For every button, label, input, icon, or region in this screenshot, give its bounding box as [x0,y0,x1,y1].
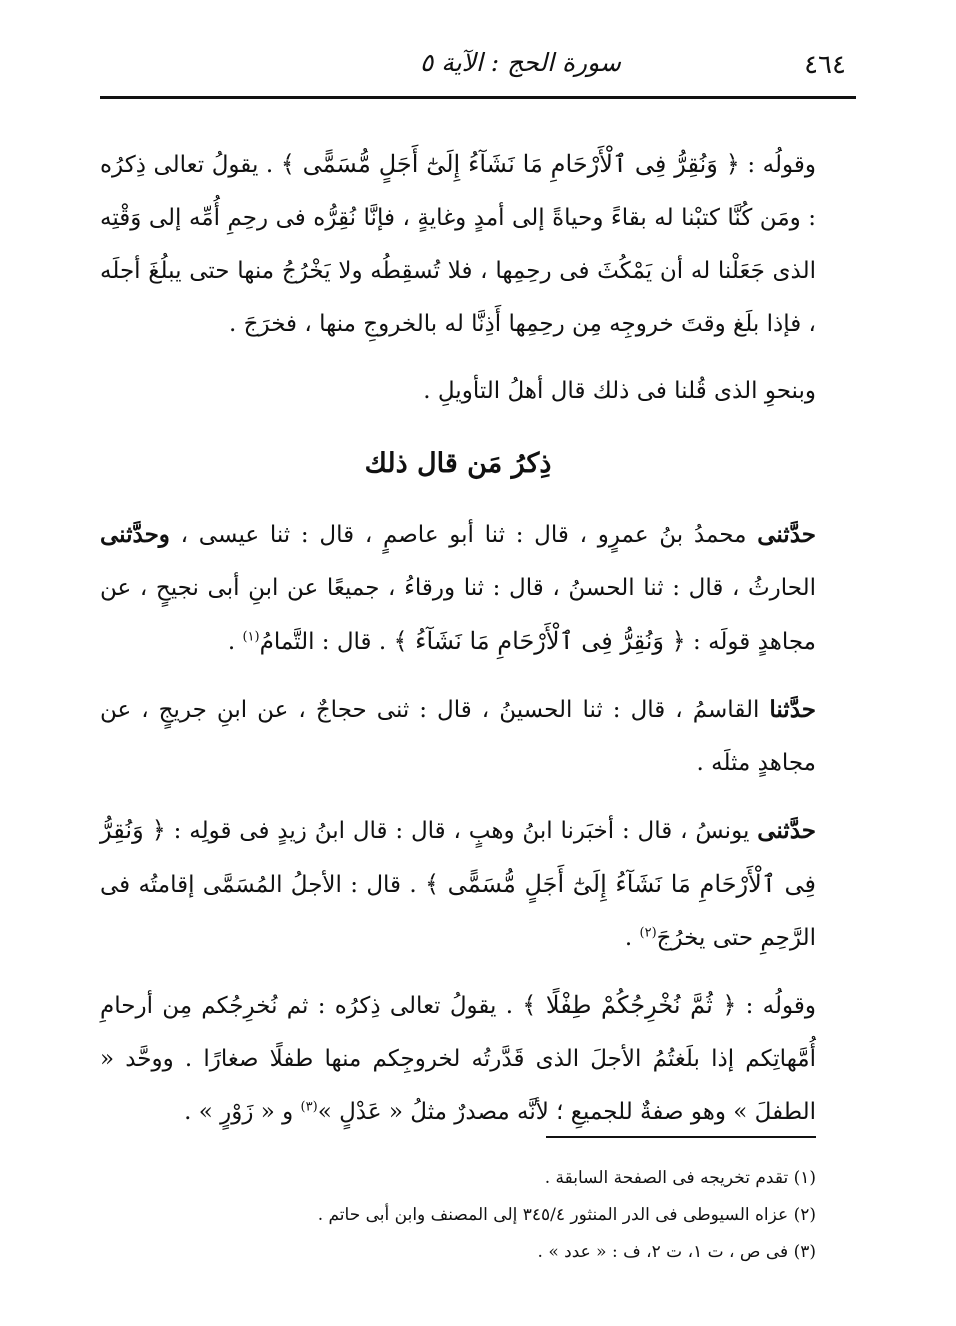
main-text [100,138,816,1153]
text-run: الحارثُ ، قال : ثنا الحسنُ ، قال : ثنا ورقاءُ ، جميعًا عن ابنِ أبى نجيحٍ ، عن مجاهدٍ قولَه : [100,575,816,655]
quran-verse: ﴿ وَنُقِرُّ فِى ٱلْأَرْحَامِ مَا نَشَآءُ ﴾ [393,627,686,655]
paragraph-6 [100,979,816,1139]
footnote-ref: (٢) [639,925,657,941]
text-run: . يقولُ تعالى ذِكرُه : ثم نُخرِجُكم مِن أرحامِ أُمَّهاتِكم إذا بلَغتُمُ الأجلَ الذى قَدَّرتُه لخروجِكم منها طفلًا صغارًا . ووحَّد « الطفلَ » وهو صفةٌ للجميعِ ؛ لأنَّه مصدرٌ مثلُ « عَدْلٍ » [100,993,816,1125]
isnad-marker: حدَّثنى [757,817,816,844]
footnote-rule [546,1136,816,1138]
footnote-1: (١) تقدم تخريجه فى الصفحة السابقة . [544,1168,816,1188]
isnad-marker: وحدَّثنى [100,521,170,548]
text-run: وقولُه : [736,993,816,1019]
paragraph-1 [100,138,816,351]
quran-verse: ﴿ وَنُقِرُّ فِى ٱلْأَرْحَامِ مَا نَشَآءُ إِلَىٰٓ أَجَلٍ مُّسَمًّى ﴾ [100,816,816,898]
text-run: يونسُ ، قال : أخبَرنا ابنُ وهبٍ ، قال : قال ابنُ زيدٍ فى قولِه : [165,818,758,844]
footnotes [116,1160,816,1271]
footnote-ref: (١) [242,629,260,645]
text-run: . قال : التَّمامُ [259,629,394,655]
footnote-ref: (٣) [300,1099,318,1115]
paragraph-5 [100,804,816,965]
running-header [100,46,856,86]
text-run: . قال : الأجلُ المُسَمَّى إقامتُه فى الرَّحِمِ حتى يخرُجَ [100,872,816,951]
page-number: ٤٦٤ [804,50,846,80]
paragraph-3 [100,508,816,669]
quran-verse: ﴿ وَنُقِرُّ فِى ٱلْأَرْحَامِ مَا نَشَآءُ إِلَىٰٓ أَجَلٍ مُّسَمًّى ﴾ [280,150,740,178]
text-run: وقولُه : [739,152,816,178]
text-run: . يقولُ تعالى ذِكرُه : ومَن كُنَّا كتبْنا له بقاءً وحياةً إلى أمدٍ وغايةٍ ، فإنَّا نُقِرُّه فى رحِمِ أُمِّه إلى وَقْتِه الذى جَعَلْنا له أن يَمْكُثَ فى رحِمِها ، فلا تُسقِطُه ولا يَخْرُجُ منها حتى يبلُغَ أجلَه ، فإذا بلَغ وقتَ خروجِه مِن رحِمِها أَذِنَّا له بالخروجِ منها ، فخرَجَ . [100,152,816,337]
paragraph-4 [100,683,816,790]
isnad-marker: حدَّثنى [757,521,816,548]
text-run: . [227,629,243,655]
text-run: و « زَوْرٍ » . [184,1099,301,1125]
paragraph-2: وبنحوِ الذى قُلنا فى ذلك قال أهلُ التأويلِ . [423,378,816,404]
footnote-3: (٣) فى ص ، ت ١، ت ٢، ف : « عدد » . [537,1242,816,1262]
text-run: . [624,925,640,951]
footnote-2: (٢) عزاه السيوطى فى الدر المنثور ٣٤٥/٤ إلى المصنف وابن أبى حاتم . [317,1205,816,1225]
section-heading: ذِكرُ مَن قال ذلك [364,448,552,479]
text-run: محمدُ بنُ عمرٍو ، قال : ثنا أبو عاصمٍ ، قال : ثنا عيسى ، [169,522,758,548]
isnad-marker: حدَّثنا [769,696,816,723]
header-rule [100,96,856,99]
text-run: القاسمُ ، قال : ثنا الحسينُ ، قال : ثنى حجاجٌ ، عن ابنِ جريجٍ ، عن مجاهدٍ مثلَه . [100,697,816,776]
quran-verse: ﴿ ثُمَّ نُخْرِجُكُمْ طِفْلًا ﴾ [522,991,737,1019]
running-title: سورة الحج : الآية ٥ [419,48,621,77]
